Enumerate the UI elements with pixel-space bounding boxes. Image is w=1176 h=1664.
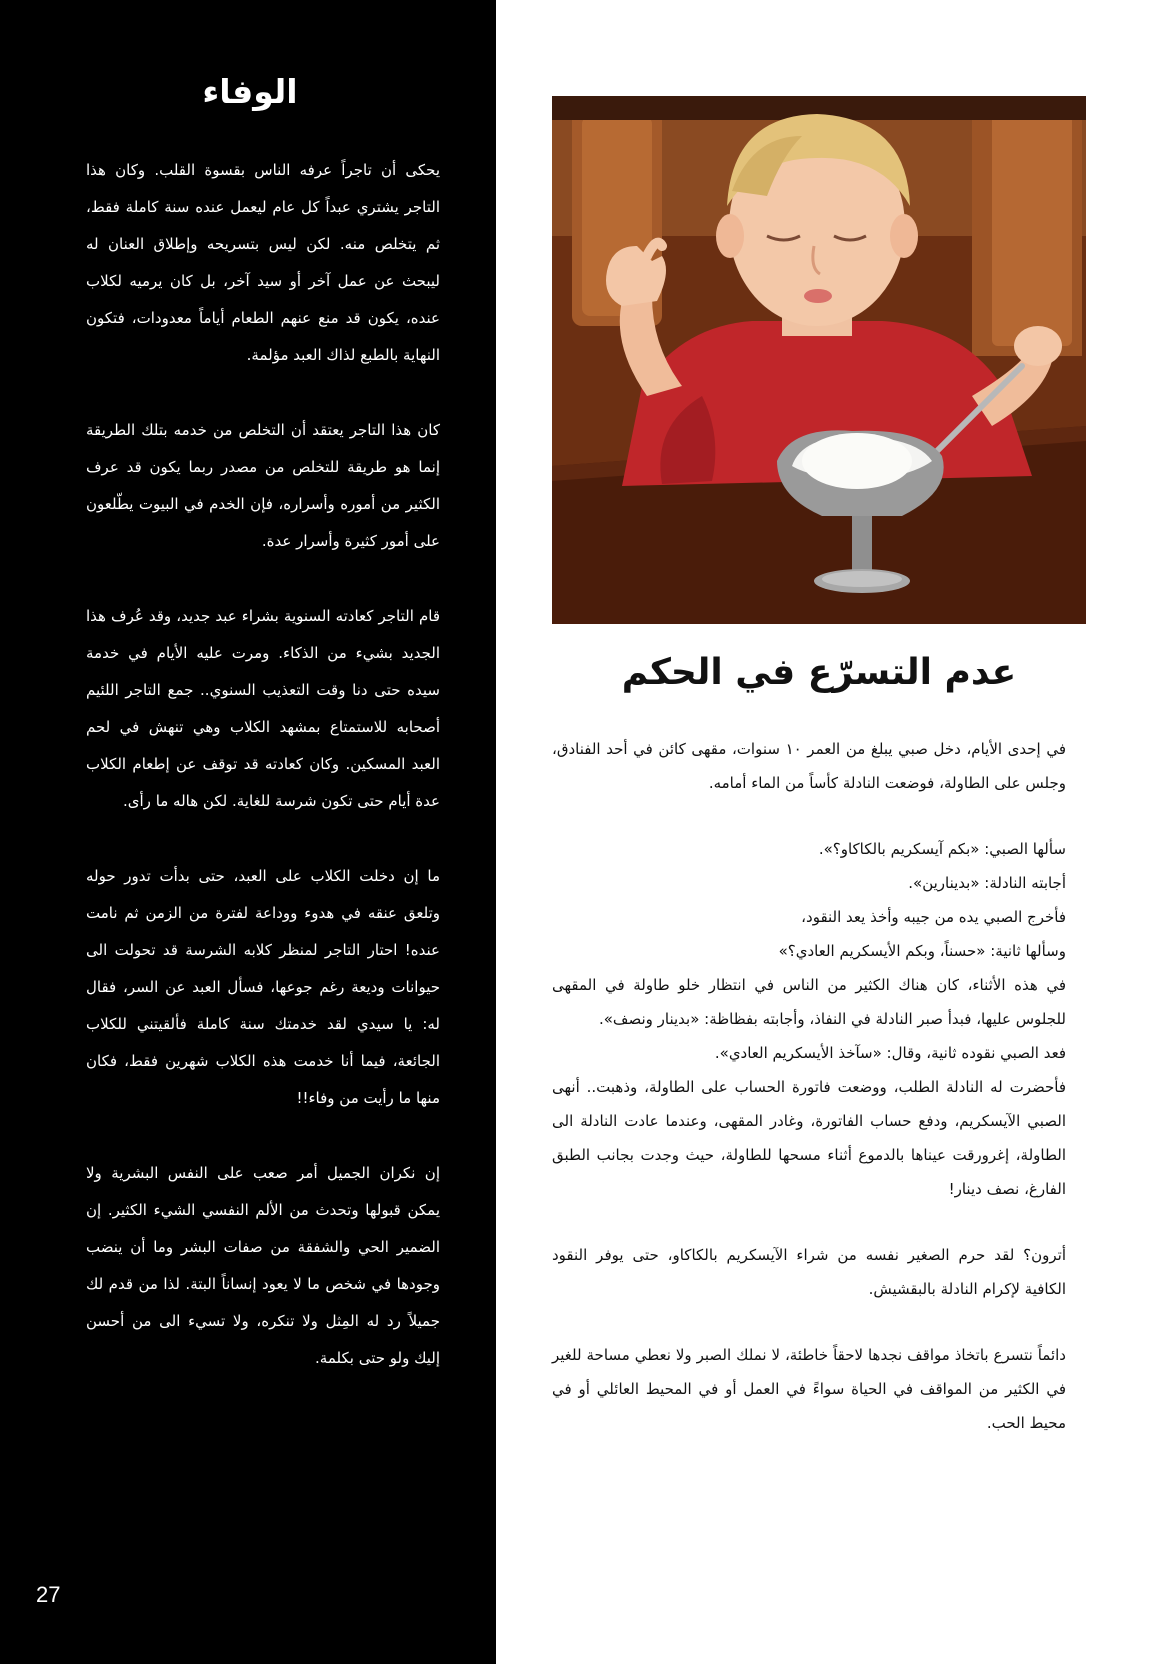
dialogue-line: وسألها ثانية: «حسناً، وبكم الأيسكريم العادي؟» <box>778 942 1066 960</box>
conclusion-paragraph: دائماً نتسرع باتخاذ مواقف نجدها لاحقاً خاطئة، لا نملك الصبر ولا نعطي مساحة للغير في الكثير من المواقف في الحياة سواءً في العمل أو في المحيط العائلي أو في محيط الحب. <box>552 1346 1066 1432</box>
dialogue-line: سألها الصبي: «بكم آيسكريم بالكاكاو؟». <box>818 840 1066 858</box>
dialogue-block <box>552 832 1066 1206</box>
left-article-body <box>86 152 440 1415</box>
child-eating-ice-cream-photo <box>552 96 1086 624</box>
dialogue-line: فأخرج الصبي يده من جيبه وأخذ يعد النقود، <box>801 908 1066 926</box>
right-article-body <box>552 732 1066 1472</box>
left-paragraph: يحكى أن تاجراً عرفه الناس بقسوة القلب. وكان هذا التاجر يشتري عبداً كل عام ليعمل عنده سنة كاملة فقط، ثم يتخلص منه. لكن ليس بتسريحه وإطلاق العنان له ليبحث عن عمل آخر أو سيد آخر، بل كان يرميه لكلاب عنده، يكون قد منع عنهم الطعام أياماً معدودات، فتكون النهاية بالطبع لذاك العبد مؤلمة. <box>86 161 440 364</box>
left-article-title: الوفاء <box>202 72 298 111</box>
dialogue-line: فأحضرت له النادلة الطلب، ووضعت فاتورة الحساب على الطاولة، وذهبت.. أنهى الصبي الآيسكريم، ودفع حساب الفاتورة، وغادر المقهى، وعندما عادت النادلة الى الطاولة، إغرورقت عيناها بالدموع أثناء مسحها للطاولة، حيث وجدت بجانب الطبق الفارغ، نصف دينار! <box>552 1078 1066 1198</box>
right-article-title: عدم التسرّع في الحكم <box>621 652 1017 693</box>
page-number: 27 <box>36 1582 61 1607</box>
left-paragraph: إن نكران الجميل أمر صعب على النفس البشرية ولا يمكن قبولها وتحدث من الألم النفسي الشيء الكثير. إن الضمير الحي والشفقة من صفات البشر وما أن ينضب وجودها في شخص ما لا يعود إنساناً البتة. لذا من قدم لك جميلاً رد له المِثل ولا تنكره، ولا تسيء الى من أحسن إليك ولو حتى بكلمة. <box>86 1164 440 1367</box>
left-paragraph: كان هذا التاجر يعتقد أن التخلص من خدمه بتلك الطريقة إنما هو طريقة للتخلص من مصدر ربما يكون قد عرف الكثير من أموره وأسراره، فإن الخدم في البيوت يطّلعون على أمور كثيرة وأسرار عدة. <box>86 421 440 550</box>
left-column <box>0 0 496 1664</box>
question-paragraph: أترون؟ لقد حرم الصغير نفسه من شراء الآيسكريم بالكاكاو، حتى يوفر النقود الكافية لإكرام النادلة بالبقشيش. <box>552 1246 1066 1298</box>
left-paragraph: قام التاجر كعادته السنوية بشراء عبد جديد، وقد عُرف هذا الجديد بشيء من الذكاء. ومرت عليه الأيام في خدمة سيده حتى دنا وقت التعذيب السنوي.. جمع التاجر اللئيم أصحابه للاستمتاع بمشهد الكلاب وهي تنهش في لحم العبد المسكين. وكان كعادته قد توقف عن إطعام الكلاب عدة أيام حتى تكون شرسة للغاية. لكن هاله ما رأى. <box>86 607 440 810</box>
dialogue-line: في هذه الأثناء، كان هناك الكثير من الناس في انتظار خلو طاولة في المقهى للجلوس عليها، فبدأ صبر النادلة في النفاذ، وأجابته بفظاظة: «بدينار ونصف». <box>552 976 1066 1028</box>
dialogue-line: فعد الصبي نقوده ثانية، وقال: «سآخذ الأيسكريم العادي». <box>714 1044 1066 1062</box>
intro-paragraph: في إحدى الأيام، دخل صبي يبلغ من العمر ١٠ سنوات، مقهى كائن في أحد الفنادق، وجلس على الطاولة، فوضعت النادلة كأساً من الماء أمامه. <box>552 740 1066 792</box>
left-paragraph: ما إن دخلت الكلاب على العبد، حتى بدأت تدور حوله وتلعق عنقه في هدوء ووداعة لفترة من الزمن ثم نامت عنده! احتار التاجر لمنظر كلابه الشرسة قد تحولت الى حيوانات وديعة رغم جوعها، فسأل العبد عن السر، فقال له: يا سيدي لقد خدمتك سنة كاملة فألقيتني للكلاب الجائعة، فيما أنا خدمت هذه الكلاب شهرين فقط، فكان منها ما رأيت من وفاء!! <box>86 867 440 1107</box>
dialogue-line: أجابته النادلة: «بدينارين». <box>908 874 1066 892</box>
